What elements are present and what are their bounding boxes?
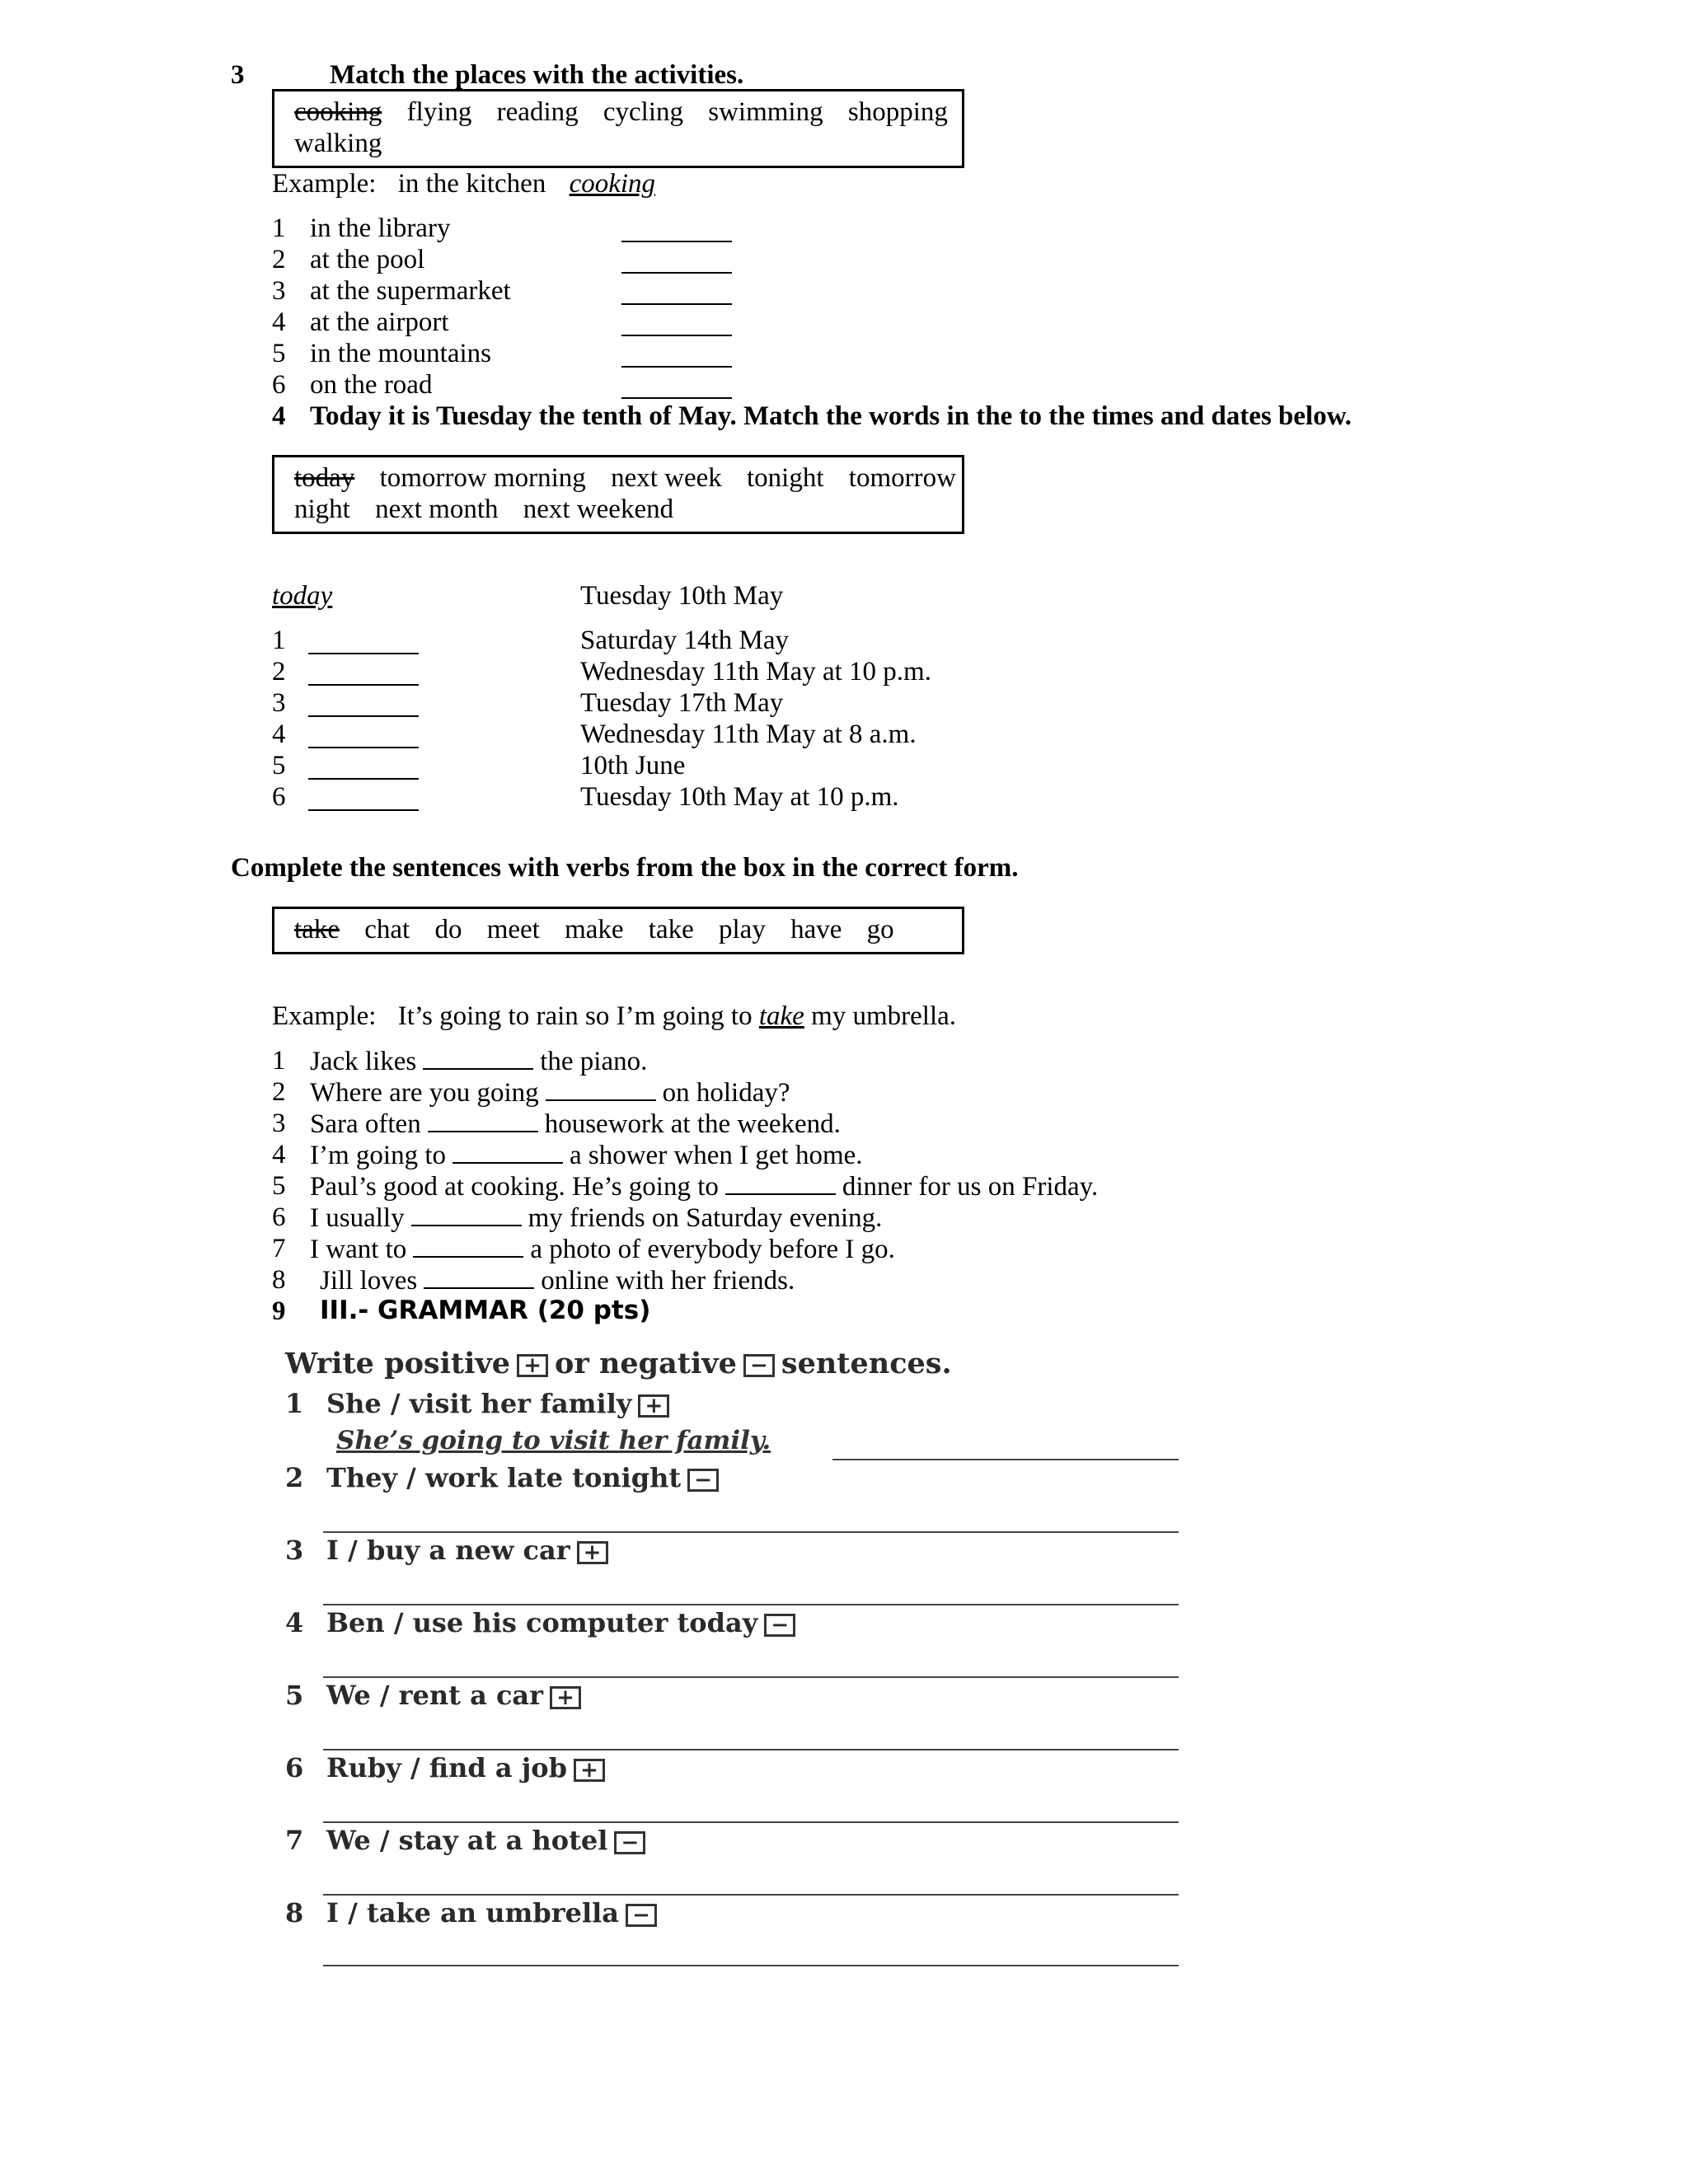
answer-line[interactable] [323,1749,1179,1750]
answer-blank[interactable] [546,1076,656,1101]
item-text: in the library [310,213,451,243]
plus-icon: + [517,1354,548,1377]
sentence-start: I’m going to [310,1141,446,1170]
prompt-text: We / stay at a hotel [326,1825,608,1856]
item-number: 4 [272,307,286,337]
prompt-text: I / buy a new car [326,1535,570,1566]
section3-word-box [272,89,964,168]
word: meet [486,915,540,944]
word: next weekend [523,494,674,524]
sentence-start: I usually [310,1203,405,1233]
word: cycling [603,97,683,127]
item-number: 8 [272,1265,286,1295]
sentence-end: dinner for us on Friday. [842,1172,1099,1202]
section3-title: Match the places with the activities. [330,60,744,90]
answer-blank[interactable] [621,373,732,399]
answer-blank[interactable] [621,247,732,274]
item-date: Saturday 14th May [580,626,789,655]
item-text: on the road [310,370,433,400]
grammar-item [285,1680,588,1711]
item-number: 5 [272,339,286,368]
example-answer: cooking [569,169,656,199]
item-number: 3 [285,1535,304,1566]
answer-line[interactable] [323,1604,1179,1605]
answer-line[interactable] [323,1531,1179,1533]
section3-example [272,168,655,199]
section5-title: Complete the sentences with verbs from the box in the correct form. [231,853,1019,883]
sentence-end: on holiday? [662,1078,790,1108]
word: night [294,494,350,524]
answer-line[interactable] [832,1459,1179,1460]
sentence-end: a shower when I get home. [569,1141,863,1170]
minus-icon: − [614,1831,645,1854]
word: tonight [747,463,824,493]
sentence-start: Where are you going [310,1078,539,1108]
plus-icon: + [577,1541,608,1564]
list-item [272,275,286,307]
item-number: 1 [285,1388,304,1419]
item-number: 2 [285,1462,304,1493]
item-text: at the airport [310,307,449,337]
word: have [790,915,842,944]
item-number: 7 [285,1825,304,1856]
example-answer: take [758,1001,804,1031]
item-number: 4 [272,1140,286,1169]
prompt-text: She / visit her family [326,1388,632,1419]
word: go [866,915,894,944]
answer-line[interactable] [323,1894,1179,1896]
sentence [310,1139,863,1171]
grammar-title: III.- GRAMMAR (20 pts) [320,1296,651,1325]
prompt-text: Ben / use his computer today [326,1607,758,1638]
section4-example-date: Tuesday 10th May [580,581,784,611]
plus-icon: + [574,1759,605,1782]
word-box-line-2 [294,494,692,525]
item-number: 2 [272,1077,286,1107]
section3-number: 3 [231,60,245,90]
item-number: 6 [285,1752,304,1783]
example-label: Example: [272,1001,377,1031]
answer-blank[interactable] [423,1045,533,1070]
plus-icon: + [638,1394,669,1418]
answer-blank[interactable] [308,659,419,686]
item-number: 8 [285,1897,304,1929]
example-answer: She’s going to visit her family. [336,1426,771,1455]
section4-number: 4 [272,401,286,431]
answer-blank[interactable] [725,1170,836,1195]
list-item [272,338,286,369]
item-number: 3 [272,1108,286,1138]
sentence-end: online with her friends. [541,1266,795,1296]
answer-blank[interactable] [621,341,732,368]
sentence-start: Jack likes [310,1047,417,1076]
answer-blank[interactable] [308,785,419,811]
answer-blank[interactable] [413,1233,523,1258]
sentence [310,1233,895,1265]
word: play [719,915,766,944]
minus-icon: − [626,1904,657,1927]
example-after: my umbrella. [811,1001,957,1031]
plus-icon: + [550,1686,581,1709]
word: swimming [708,97,823,127]
item-text: in the mountains [310,339,491,368]
word: next month [375,494,499,524]
instruction-text: sentences. [781,1347,952,1380]
grammar-item [285,1897,663,1929]
word: take [648,915,694,944]
item-number: 2 [272,657,286,687]
word: shopping [847,97,948,127]
item-date: Tuesday 17th May [580,688,784,718]
answer-blank[interactable] [452,1139,563,1164]
word: tomorrow [848,463,956,493]
sentence-end: my friends on Saturday evening. [528,1203,883,1233]
prompt-text: We / rent a car [326,1680,544,1711]
section4-title: Today it is Tuesday the tenth of May. Match the words in the to the times and dates below. [310,401,1352,431]
item-date: Wednesday 11th May at 8 a.m. [580,719,917,749]
section4-word-box [272,455,964,534]
sentence [310,1108,841,1140]
grammar-item [285,1825,652,1856]
section5-example [272,1001,956,1032]
word-box-line-2 [294,128,400,159]
sentence-start: Jill loves [320,1266,418,1296]
example-before: It’s going to rain so I’m going to [397,1001,753,1031]
instruction-text: or negative [554,1347,737,1380]
word: do [434,915,462,944]
list-item [272,213,286,244]
word: chat [364,915,410,944]
sentence [310,1076,790,1108]
section5-word-box [272,907,964,954]
word: reading [496,97,579,127]
item-date: 10th June [580,751,686,780]
answer-blank[interactable] [424,1264,534,1289]
word: flying [406,97,472,127]
list-item [272,244,286,275]
sentence-end: the piano. [540,1047,648,1076]
sentence-start: Paul’s good at cooking. He’s going to [310,1172,719,1202]
grammar-instruction [285,1347,952,1380]
sentence [310,1170,1098,1202]
word: walking [294,129,382,158]
word-crossed: today [294,463,355,493]
word-crossed: cooking [294,97,382,127]
item-text: at the pool [310,245,425,274]
answer-blank[interactable] [621,216,732,242]
list-item [272,307,286,338]
answer-blank[interactable] [308,753,419,780]
sentence [320,1264,795,1296]
grammar-item [285,1607,802,1638]
prompt-text: I / take an umbrella [326,1897,620,1929]
sentence-end: housework at the weekend. [544,1109,841,1139]
minus-icon: − [743,1354,775,1377]
grammar-number: 9 [272,1296,286,1326]
minus-icon: − [764,1614,795,1637]
sentence-start: I want to [310,1235,407,1264]
word-box-line-1 [294,462,974,494]
answer-line[interactable] [323,1965,1179,1966]
item-text: at the supermarket [310,276,511,306]
answer-line[interactable] [323,1821,1179,1823]
instruction-text: Write positive [285,1347,510,1380]
grammar-item [285,1462,725,1493]
item-number: 5 [285,1680,304,1711]
sentence [310,1045,647,1077]
word-crossed: take [294,915,340,944]
sentence [310,1202,882,1234]
example-label: Example: [272,169,377,199]
item-date: Tuesday 10th May at 10 p.m. [580,782,899,812]
section4-example-answer: today [272,581,333,611]
item-number: 3 [272,688,286,718]
item-number: 6 [272,370,286,400]
answer-blank[interactable] [621,310,732,336]
answer-line[interactable] [323,1676,1179,1678]
item-number: 6 [272,1202,286,1232]
grammar-item [285,1388,676,1419]
word-box-line-1 [294,914,912,945]
answer-blank[interactable] [428,1108,538,1132]
item-number: 3 [272,276,286,306]
prompt-text: They / work late tonight [326,1462,682,1493]
item-number: 6 [272,782,286,812]
item-number: 1 [272,626,286,655]
word: tomorrow morning [379,463,586,493]
sentence-start: Sara often [310,1109,421,1139]
answer-blank[interactable] [308,628,419,654]
item-number: 1 [272,1046,286,1076]
item-number: 2 [272,245,286,274]
sentence-end: a photo of everybody before I go. [530,1235,895,1264]
answer-blank[interactable] [411,1202,522,1226]
answer-blank[interactable] [308,722,419,748]
list-item [272,369,286,401]
item-number: 7 [272,1234,286,1263]
grammar-item [285,1752,612,1783]
item-number: 4 [285,1607,304,1638]
word: next week [611,463,722,493]
word-box-line-1 [294,96,966,128]
minus-icon: − [687,1469,719,1492]
answer-blank[interactable] [621,279,732,305]
answer-blank[interactable] [308,691,419,717]
grammar-item [285,1535,615,1566]
word: make [565,915,624,944]
item-number: 4 [272,719,286,749]
item-number: 1 [272,213,286,243]
item-date: Wednesday 11th May at 10 p.m. [580,657,931,687]
example-text: in the kitchen [397,169,546,199]
item-number: 5 [272,1171,286,1201]
prompt-text: Ruby / find a job [326,1752,568,1783]
item-number: 5 [272,751,286,780]
